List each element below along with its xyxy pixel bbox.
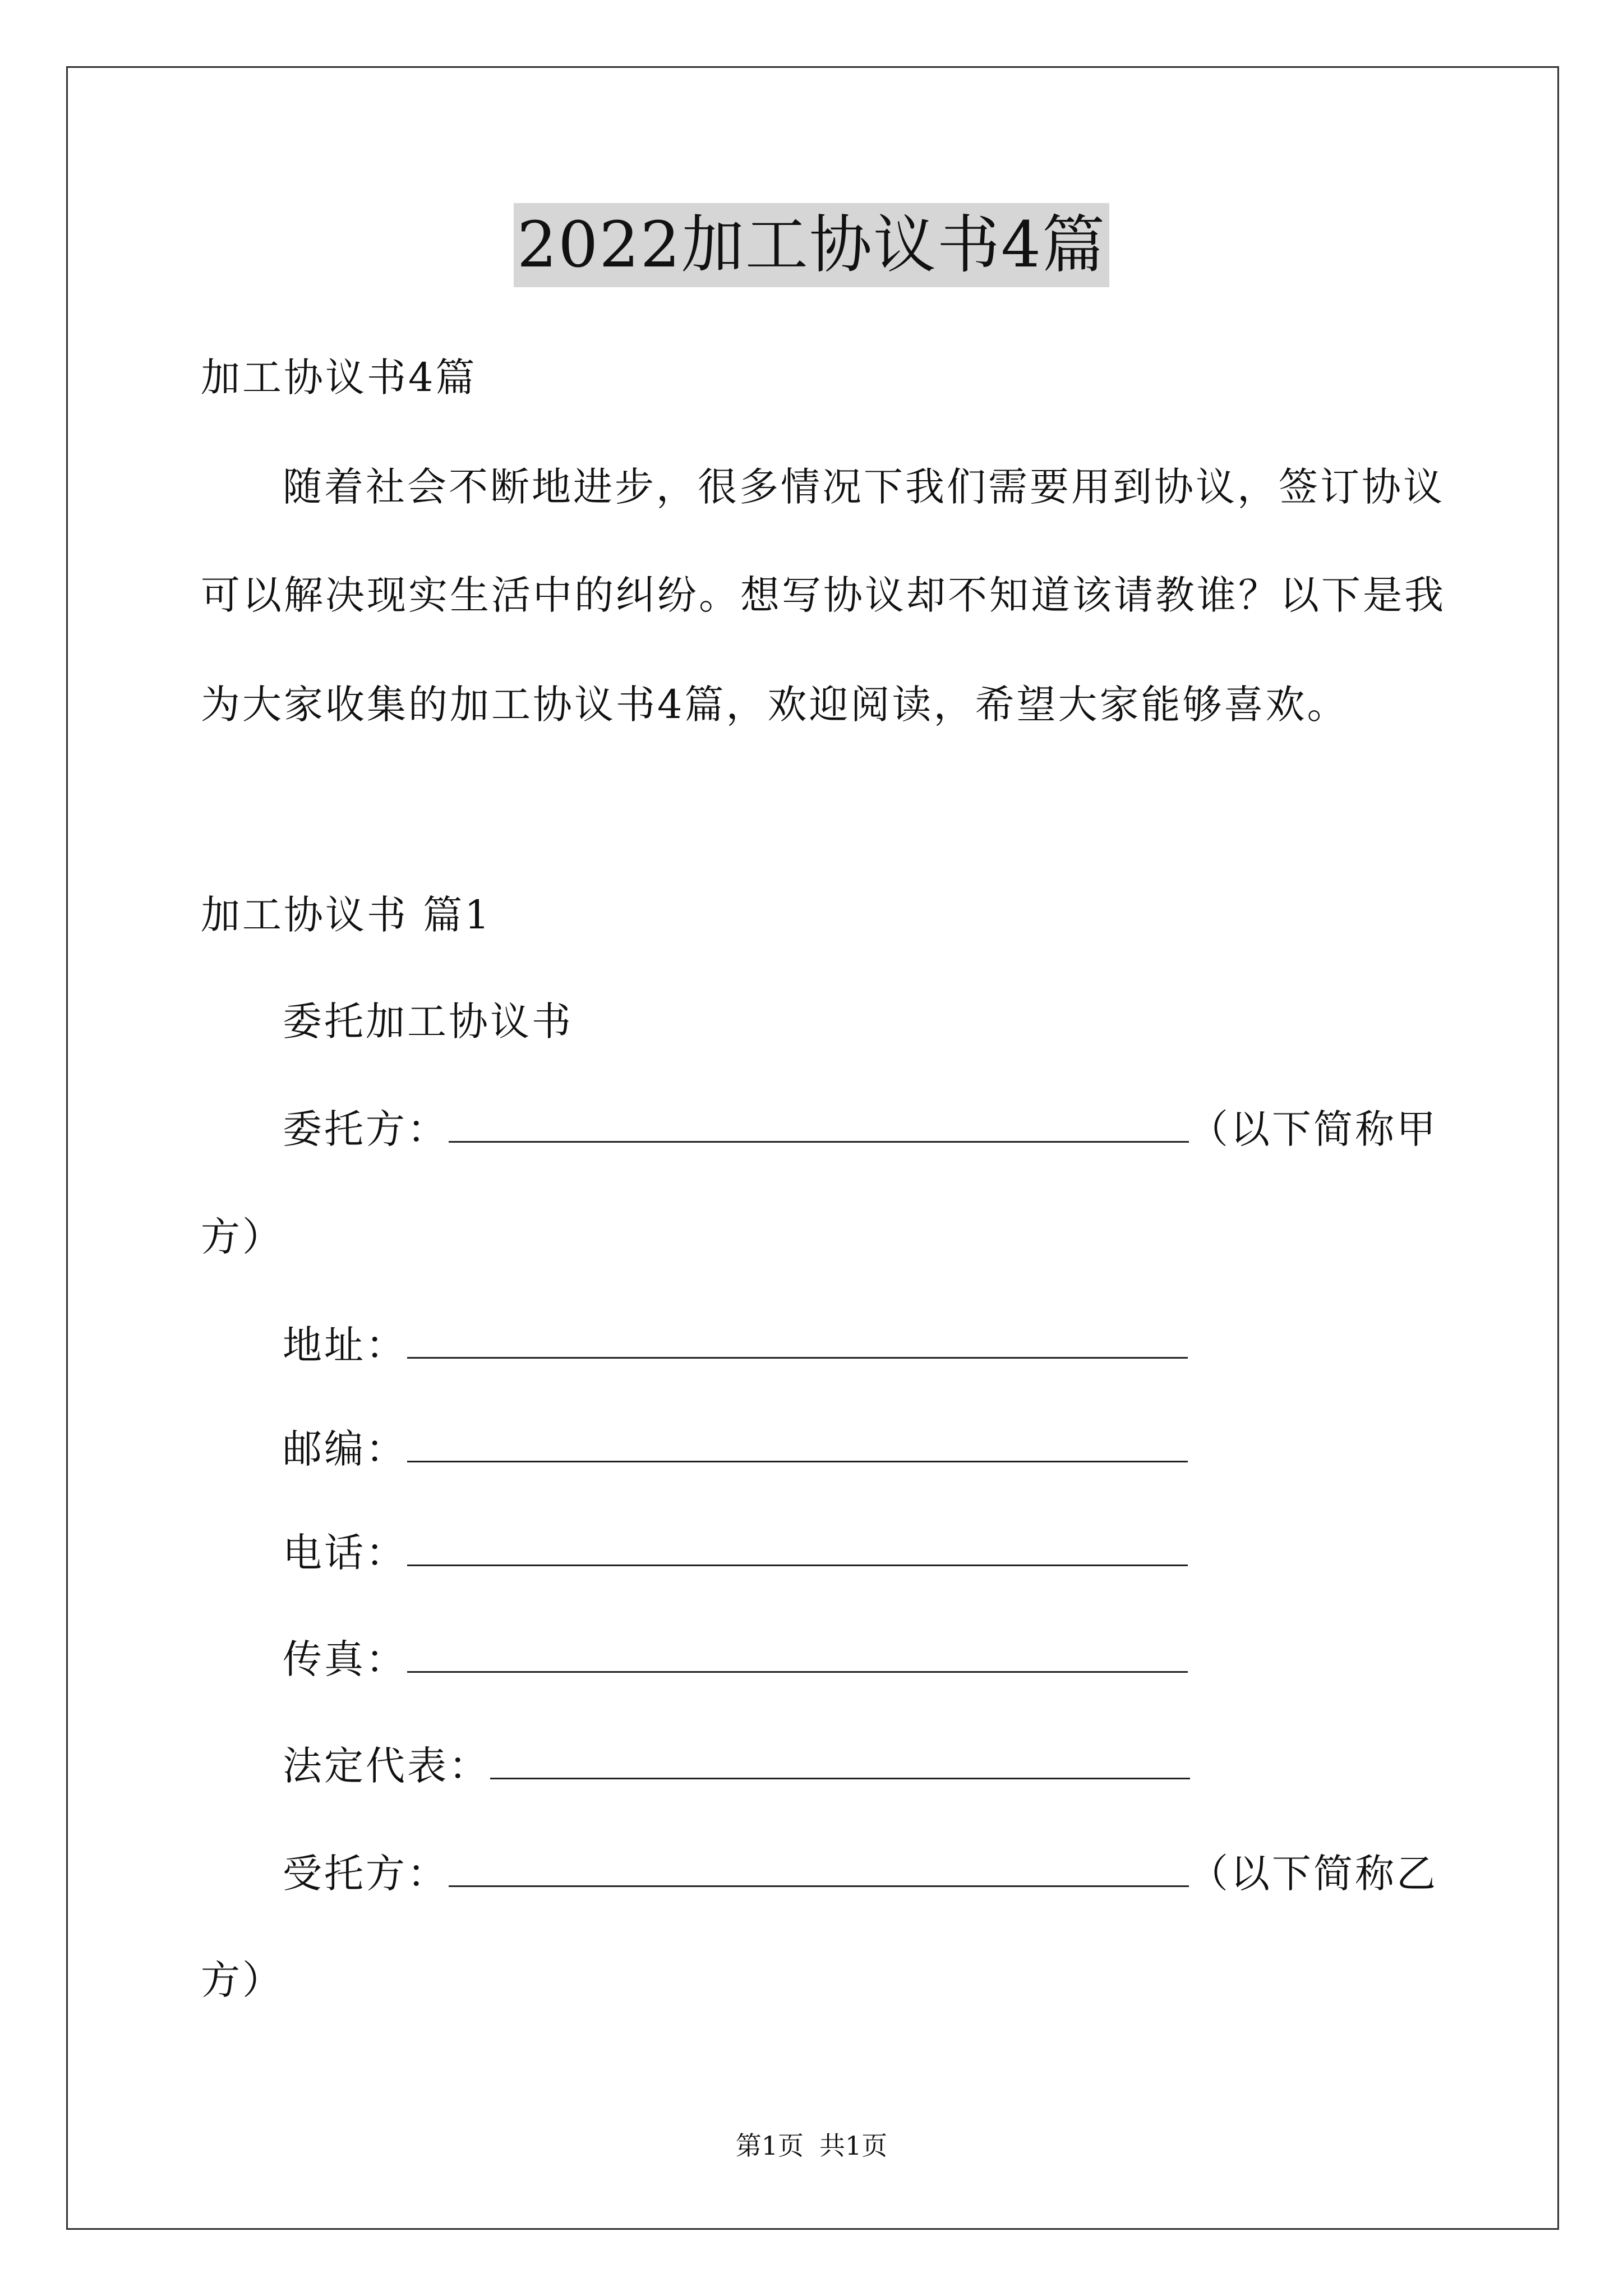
fax-row (283, 1632, 1188, 1686)
address-row (283, 1318, 1188, 1372)
fax-blank (407, 1635, 1188, 1673)
contractor-blank (449, 1849, 1189, 1887)
title-container (0, 203, 1623, 287)
client-row (283, 1102, 1438, 1156)
client-blank (449, 1105, 1189, 1143)
contract-title: 委托加工协议书 (283, 999, 573, 1045)
legal-rep-blank (490, 1742, 1190, 1779)
legal-rep-row (283, 1739, 1190, 1793)
intro-line-1: 随着社会不断地进步，很多情况下我们需要用到协议，签订协议 (283, 464, 1445, 510)
contractor-wrap: 方） (201, 1957, 284, 2003)
phone-blank (407, 1529, 1188, 1566)
legal-rep-label: 法定代表： (283, 1743, 490, 1789)
page-footer (0, 2129, 1623, 2162)
client-suffix: （以下简称甲 (1189, 1106, 1438, 1152)
contractor-label: 受托方： (283, 1851, 449, 1897)
page-number-current: 第1页 (735, 2131, 804, 2161)
document-title: 2022加工协议书4篇 (514, 203, 1109, 287)
client-wrap: 方） (201, 1214, 284, 1260)
client-label: 委托方： (283, 1106, 449, 1152)
address-label: 地址： (283, 1322, 407, 1368)
postcode-blank (407, 1425, 1188, 1462)
postcode-label: 邮编： (283, 1426, 407, 1472)
document-subtitle: 加工协议书4篇 (201, 355, 477, 401)
fax-label: 传真： (283, 1636, 407, 1682)
postcode-row (283, 1422, 1188, 1476)
contractor-row (283, 1847, 1438, 1901)
page-number-total: 共1页 (819, 2131, 888, 2161)
section-heading: 加工协议书 篇1 (201, 892, 492, 938)
phone-row (283, 1526, 1188, 1580)
address-blank (407, 1321, 1188, 1359)
phone-label: 电话： (283, 1530, 407, 1576)
intro-line-3: 为大家收集的加工协议书4篇，欢迎阅读，希望大家能够喜欢。 (201, 682, 1349, 728)
contractor-suffix: （以下简称乙 (1189, 1851, 1438, 1897)
intro-line-2: 可以解决现实生活中的纠纷。想写协议却不知道该请教谁？以下是我 (201, 572, 1446, 618)
